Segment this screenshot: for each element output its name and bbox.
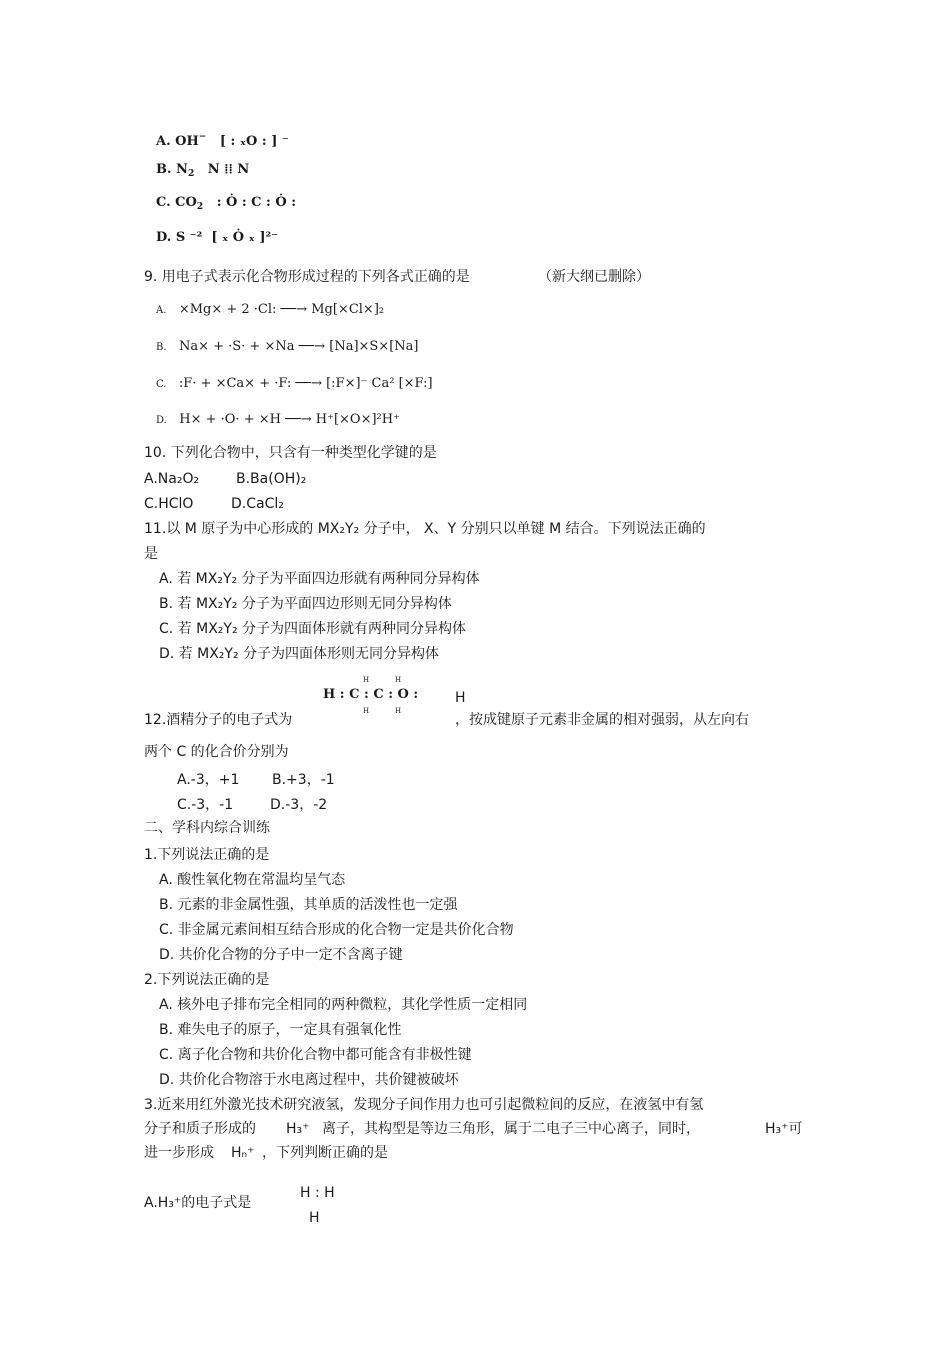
s1-option-c: C. 非金属元素间相互结合形成的化合物一定是共价化合物 [159, 922, 514, 938]
q8-option-c: C. $CO_2$ : Ȯ : C : Ȯ : [156, 195, 297, 212]
q8-option-a-formula: [ : ₓO : ] ⁻ [219, 134, 289, 149]
q9-option-c: C. :F· + ×Ca× + ·F: ──→ [:F×]⁻ Ca² [×F:] [156, 376, 433, 391]
s2-option-d: D. 共价化合物溶于水电离过程中，共价键被破坏 [159, 1072, 459, 1088]
q12-option-c: C.-3，-1 [177, 797, 234, 813]
q12-stem-cont: ，按成键原子元素非金属的相对强弱，从左向右 [455, 712, 749, 728]
s3-stem-line3-cont: ，下列判断正确的是 [262, 1145, 388, 1161]
q12-electron-formula: H : C : C : O : [323, 687, 419, 702]
s3-option-a-formula-top: H : H [300, 1185, 335, 1201]
q10-option-a: A.Na₂O₂ [144, 471, 200, 487]
q11-option-a: A. 若 MX₂Y₂ 分子为平面四边形就有两种同分异构体 [159, 571, 480, 587]
q8-option-b-formula: N ⁞⁞ N [207, 162, 250, 177]
s3-ion-h3-repeat: H₃⁺可 [765, 1121, 803, 1137]
q12-option-a: A.-3，+1 [177, 772, 240, 788]
q8-option-d: D. S ⁻² [ ₓ Ȯ ₓ ]²⁻ [156, 230, 279, 245]
q11-option-d: D. 若 MX₂Y₂ 分子为四面体形则无同分异构体 [159, 646, 440, 662]
s3-stem: 3.近来用红外激光技术研究液氢，发现分子间作用力也可引起微粒间的反应，在液氢中有氢 [144, 1097, 704, 1113]
q12-formula-terminal-h: H [455, 690, 466, 706]
q8-option-a: A. OH− [ : ₓO : ] ⁻ [156, 132, 289, 149]
q10-stem: 10. 下列化合物中，只含有一种类型化学键的是 [144, 445, 437, 461]
q9-option-b: B. Na× + ·S· + ×Na ──→ [Na]×S×[Na] [156, 339, 419, 354]
q9-note: （新大纲已删除） [538, 269, 650, 285]
q9-option-a: A. ×Mg× + 2 ·Cl: ──→ Mg[×Cl×]₂ [156, 302, 385, 317]
s3-stem-line2-cont: 离子，其构型是等边三角形，属于二电子三中心离子，同时， [322, 1121, 700, 1137]
q8-option-d-formula: [ ₓ Ȯ ₓ ]²⁻ [211, 230, 279, 245]
q10-option-b: B.Ba(OH)₂ [236, 471, 307, 487]
section-heading: 二、学科内综合训练 [144, 820, 270, 836]
s3-option-a-formula-bottom: H [309, 1210, 320, 1226]
q11-stem-cont: 是 [144, 546, 158, 562]
q11-option-c: C. 若 MX₂Y₂ 分子为四面体形就有两种同分异构体 [159, 621, 467, 637]
q12-option-b: B.+3，-1 [272, 772, 335, 788]
s1-option-d: D. 共价化合物的分子中一定不含离子键 [159, 947, 403, 963]
q12-option-d: D.-3，-2 [270, 797, 328, 813]
s2-stem: 2.下列说法正确的是 [144, 972, 270, 988]
q8-option-b: B. $N_2$ N ⁞⁞ N [156, 162, 250, 179]
q8-option-c-formula: : Ȯ : C : Ȯ : [216, 195, 297, 210]
q12-stem: 12.酒精分子的电子式为 [144, 712, 293, 728]
q12-stem-line2: 两个 C 的化合价分别为 [144, 744, 289, 760]
q10-option-d: D.CaCl₂ [231, 496, 284, 512]
q9-option-d: D. H× + ·O· + ×H ──→ H⁺[×O×]²H⁺ [156, 412, 400, 427]
q11-option-b: B. 若 MX₂Y₂ 分子为平面四边形则无同分异构体 [159, 596, 452, 612]
s3-stem-line3: 进一步形成 [144, 1145, 214, 1161]
q9-stem: 9. 用电子式表示化合物形成过程的下列各式正确的是 [144, 269, 470, 285]
s3-option-a: A.H₃⁺的电子式是 [144, 1195, 252, 1211]
s3-ion-hn: Hₙ⁺ [231, 1145, 255, 1161]
s3-ion-h3: H₃⁺ [286, 1121, 310, 1137]
s1-option-a: A. 酸性氧化物在常温均呈气态 [159, 872, 346, 888]
s2-option-a: A. 核外电子排布完全相同的两种微粒，其化学性质一定相同 [159, 997, 528, 1013]
s2-option-b: B. 难失电子的原子，一定具有强氧化性 [159, 1022, 402, 1038]
s2-option-c: C. 离子化合物和共价化合物中都可能含有非极性键 [159, 1047, 472, 1063]
s1-stem: 1.下列说法正确的是 [144, 847, 270, 863]
q10-option-c: C.HClO [144, 496, 194, 512]
s3-stem-line2: 分子和质子形成的 [144, 1121, 256, 1137]
q11-stem: 11.以 M 原子为中心形成的 MX₂Y₂ 分子中， X、Y 分别只以单键 M 结合。下列说法正确的 [144, 521, 706, 537]
s1-option-b: B. 元素的非金属性强，其单质的活泼性也一定强 [159, 897, 458, 913]
